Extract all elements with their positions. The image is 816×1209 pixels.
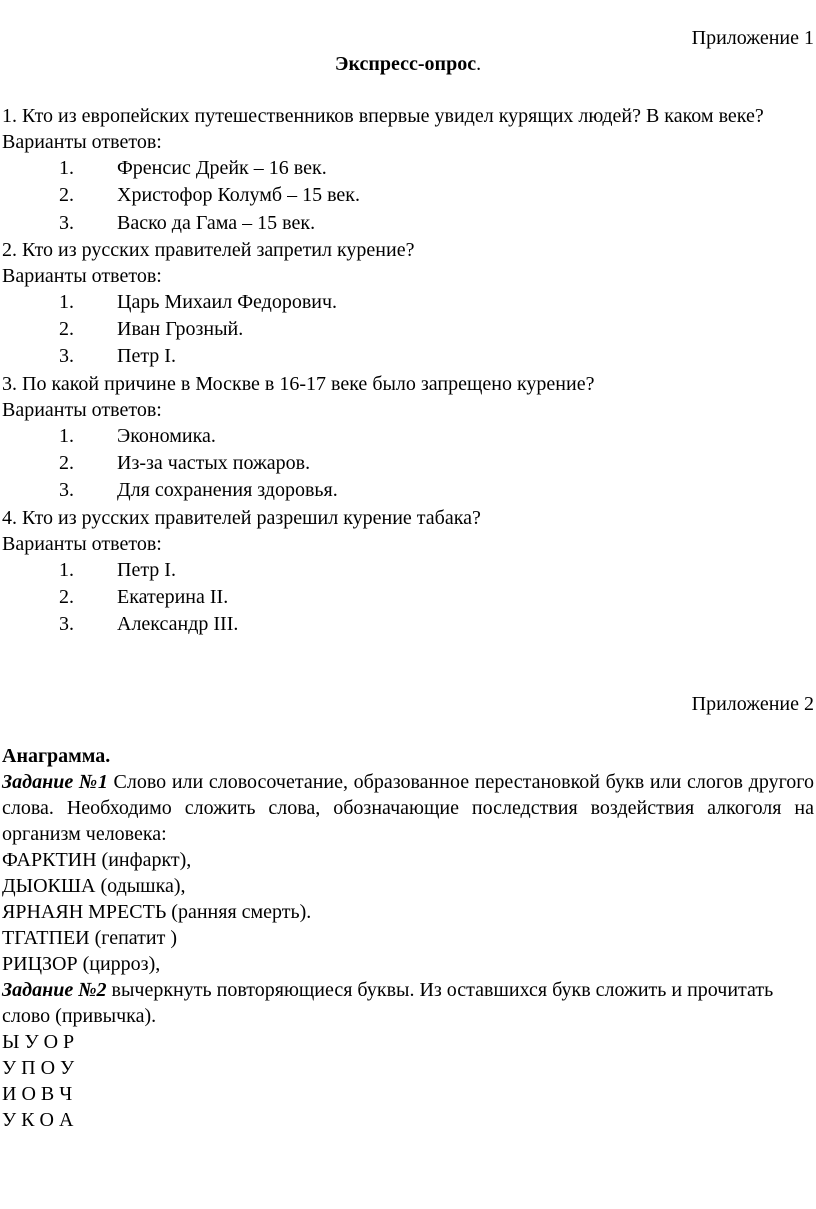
appendix-1-label: Приложение 1 xyxy=(691,27,814,49)
list-item xyxy=(2,210,814,236)
list-item xyxy=(2,423,814,449)
list-item xyxy=(2,611,814,637)
letter-row: У К О А xyxy=(2,1108,74,1131)
option-number: 2. xyxy=(59,318,74,341)
question-3 xyxy=(2,371,814,504)
option-number: 1. xyxy=(59,290,74,313)
list-item xyxy=(2,584,814,610)
option-number: 2. xyxy=(59,585,74,608)
anagram-item: РИЦЗОР (цирроз), xyxy=(2,952,161,975)
list-item xyxy=(2,557,814,583)
list-item xyxy=(2,316,814,342)
anagram-item: ДЫОКША (одышка), xyxy=(2,874,186,897)
list-item xyxy=(2,477,814,503)
option-text: Александр III. xyxy=(117,613,239,636)
letter-row: И О В Ч xyxy=(2,1082,73,1105)
question-text: 3. По какой причине в Москве в 16-17 веке было запрещено курение? xyxy=(2,372,595,395)
question-1 xyxy=(2,103,814,236)
list-item xyxy=(2,155,814,181)
option-text: Иван Грозный. xyxy=(117,318,244,341)
question-text: 4. Кто из русских правителей разрешил курение табака? xyxy=(2,506,481,529)
option-number: 2. xyxy=(59,452,74,475)
answers-label: Варианты ответов: xyxy=(2,264,162,287)
question-text: 1. Кто из европейских путешественников впервые увидел курящих людей? В каком веке? xyxy=(2,105,764,127)
list-item xyxy=(2,450,814,476)
letter-row: Ы У О Р xyxy=(2,1030,75,1053)
option-text: Екатерина II. xyxy=(117,585,229,608)
question-4 xyxy=(2,505,814,638)
task-1-label: Задание №1 xyxy=(2,770,108,793)
document-page xyxy=(2,25,814,1133)
option-text: Васко да Гама – 15 век. xyxy=(117,211,316,234)
answer-list xyxy=(2,289,814,370)
question-text: 2. Кто из русских правителей запретил курение? xyxy=(2,238,415,261)
option-number: 3. xyxy=(59,211,74,234)
answer-list xyxy=(2,557,814,638)
answers-label: Варианты ответов: xyxy=(2,131,162,153)
task-2 xyxy=(2,977,814,1029)
list-item xyxy=(2,182,814,208)
option-number: 2. xyxy=(59,184,74,207)
option-number: 3. xyxy=(59,613,74,636)
option-text: Петр I. xyxy=(117,345,176,368)
option-number: 1. xyxy=(59,157,74,179)
survey-title-text: Экспресс-опрос xyxy=(334,53,477,75)
answer-list xyxy=(2,155,814,236)
letter-row: У П О У xyxy=(2,1056,75,1079)
list-item xyxy=(2,289,814,315)
survey-title xyxy=(2,51,814,77)
option-text: Для сохранения здоровья. xyxy=(117,479,338,502)
task-2-text: вычеркнуть повторяющиеся буквы. Из оставшихся букв сложить и прочитать слово (привычка). xyxy=(2,978,774,1027)
option-number: 1. xyxy=(59,424,74,447)
option-text: Френсис Дрейк – 16 век. xyxy=(117,157,327,179)
option-number: 3. xyxy=(59,479,74,502)
anagram-item: ФАРКТИН (инфаркт), xyxy=(2,848,192,871)
option-number: 1. xyxy=(59,558,74,581)
option-text: Экономика. xyxy=(117,424,216,447)
list-item xyxy=(2,343,814,369)
answers-label: Варианты ответов: xyxy=(2,398,162,421)
spacer xyxy=(2,717,814,743)
answer-list xyxy=(2,423,814,504)
survey-title-dot: . xyxy=(476,53,482,75)
option-text: Царь Михаил Федорович. xyxy=(117,290,338,313)
task-1-text: Слово или словосочетание, образованное перестановкой букв или слогов другого слова. Необходимо сложить слова, обозначающие последствия воздействия алкоголя на организм человека: xyxy=(2,770,814,845)
option-number: 3. xyxy=(59,345,74,368)
spacer xyxy=(2,639,814,691)
question-2 xyxy=(2,237,814,370)
option-text: Из-за частых пожаров. xyxy=(117,452,311,475)
appendix-2-label: Приложение 2 xyxy=(691,692,814,715)
anagram-item: ЯРНАЯН МРЕСТЬ (ранняя смерть). xyxy=(2,900,312,923)
option-text: Петр I. xyxy=(117,558,176,581)
option-text: Христофор Колумб – 15 век. xyxy=(117,184,361,207)
anagram-title: Анаграмма. xyxy=(2,744,111,767)
answers-label: Варианты ответов: xyxy=(2,532,162,555)
task-2-label: Задание №2 xyxy=(2,978,107,1001)
task-1 xyxy=(2,769,814,847)
anagram-item: ТГАТПЕИ (гепатит ) xyxy=(2,926,177,949)
